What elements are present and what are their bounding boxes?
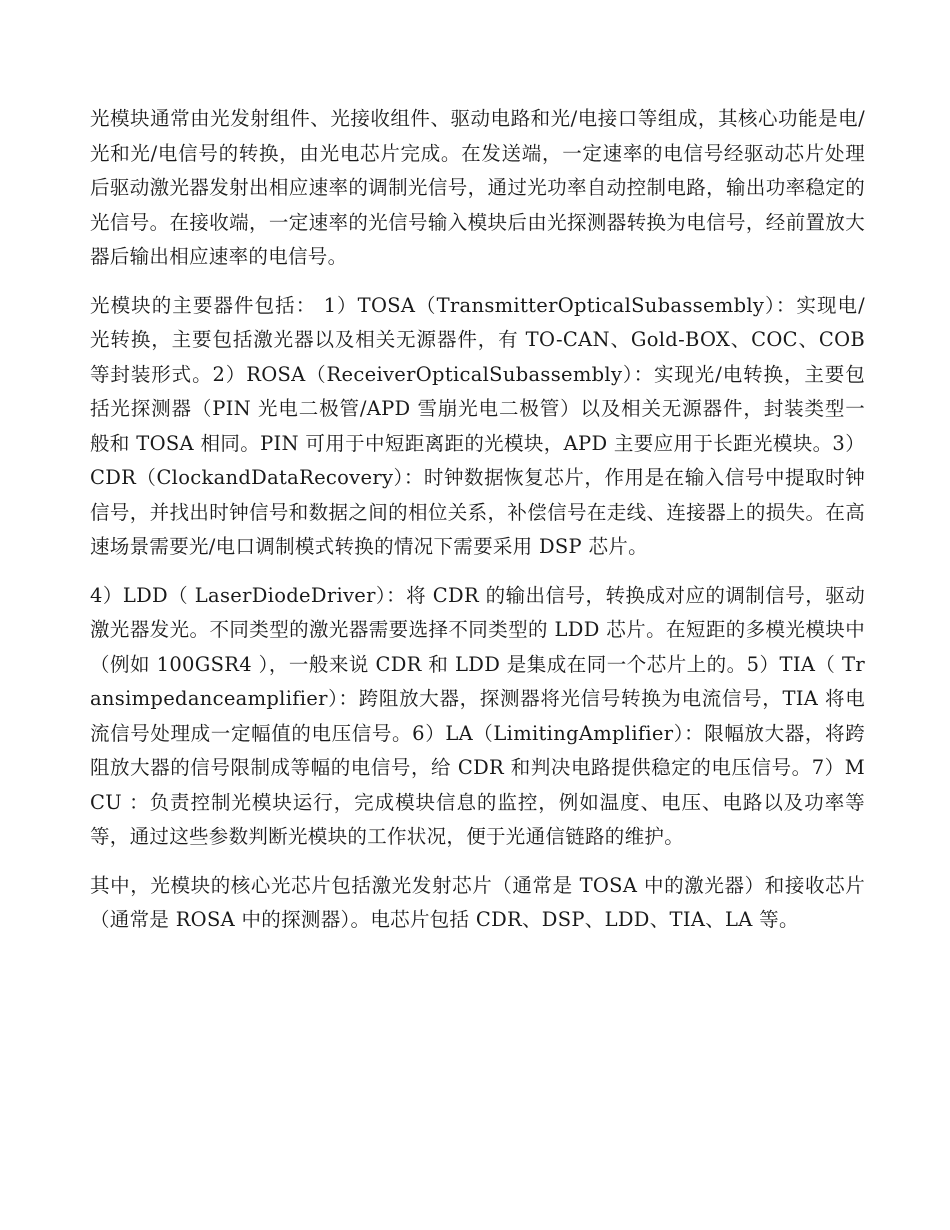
document-body xyxy=(90,102,865,952)
paragraph-driver-chips: 4）LDD（ LaserDiodeDriver）：将 CDR 的输出信号，转换成对应的调制信号，驱动激光器发光。不同类型的激光器需要选择不同类型的 LDD 芯片。在短距的多模光模块中（例如 100GSR4 ），一般来说 CDR 和 LDD 是集成在同一个芯片上的。5）TIA（ Transimpedanceamplifier）：跨阻放大器，探测器将光信号转换为电流信号，TIA 将电流信号处理成一定幅值的电压信号。6）LA（LimitingAmplifier）：限幅放大器，将跨阻放大器的信号限制成等幅的电信号，给 CDR 和判决电路提供稳定的电压信号。7）MCU ：负责控制光模块运行，完成模块信息的监控，例如温度、电压、电路以及功率等等，通过这些参数判断光模块的工作状况，便于光通信链路的维护。 xyxy=(90,583,865,848)
paragraph-core-chips: 其中，光模块的核心光芯片包括激光发射芯片（通常是 TOSA 中的激光器）和接收芯片（通常是 ROSA 中的探测器）。电芯片包括 CDR、DSP、LDD、TIA、LA 等。 xyxy=(90,873,865,931)
paragraph-main-components: 光模块的主要器件包括： 1）TOSA（TransmitterOpticalSubassembly）：实现电/光转换，主要包括激光器以及相关无源器件，有 TO-CAN、Gold-BOX、COC、COB 等封装形式。2）ROSA（ReceiverOpticalSubassembly）：实现光/电转换，主要包括光探测器（PIN 光电二极管/APD 雪崩光电二极管）以及相关无源器件，封装类型一般和 TOSA 相同。PIN 可用于中短距离距的光模块，APD 主要应用于长距光模块。3）CDR（ClockandDataRecovery）：时钟数据恢复芯片，作用是在输入信号中提取时钟信号，并找出时钟信号和数据之间的相位关系，补偿信号在走线、连接器上的损失。在高速场景需要光/电口调制模式转换的情况下需要采用 DSP 芯片。 xyxy=(90,293,865,558)
paragraph-overview: 光模块通常由光发射组件、光接收组件、驱动电路和光/电接口等组成，其核心功能是电/光和光/电信号的转换，由光电芯片完成。在发送端，一定速率的电信号经驱动芯片处理后驱动激光器发射出相应速率的调制光信号，通过光功率自动控制电路，输出功率稳定的光信号。在接收端，一定速率的光信号输入模块后由光探测器转换为电信号，经前置放大器后输出相应速率的电信号。 xyxy=(90,107,865,268)
